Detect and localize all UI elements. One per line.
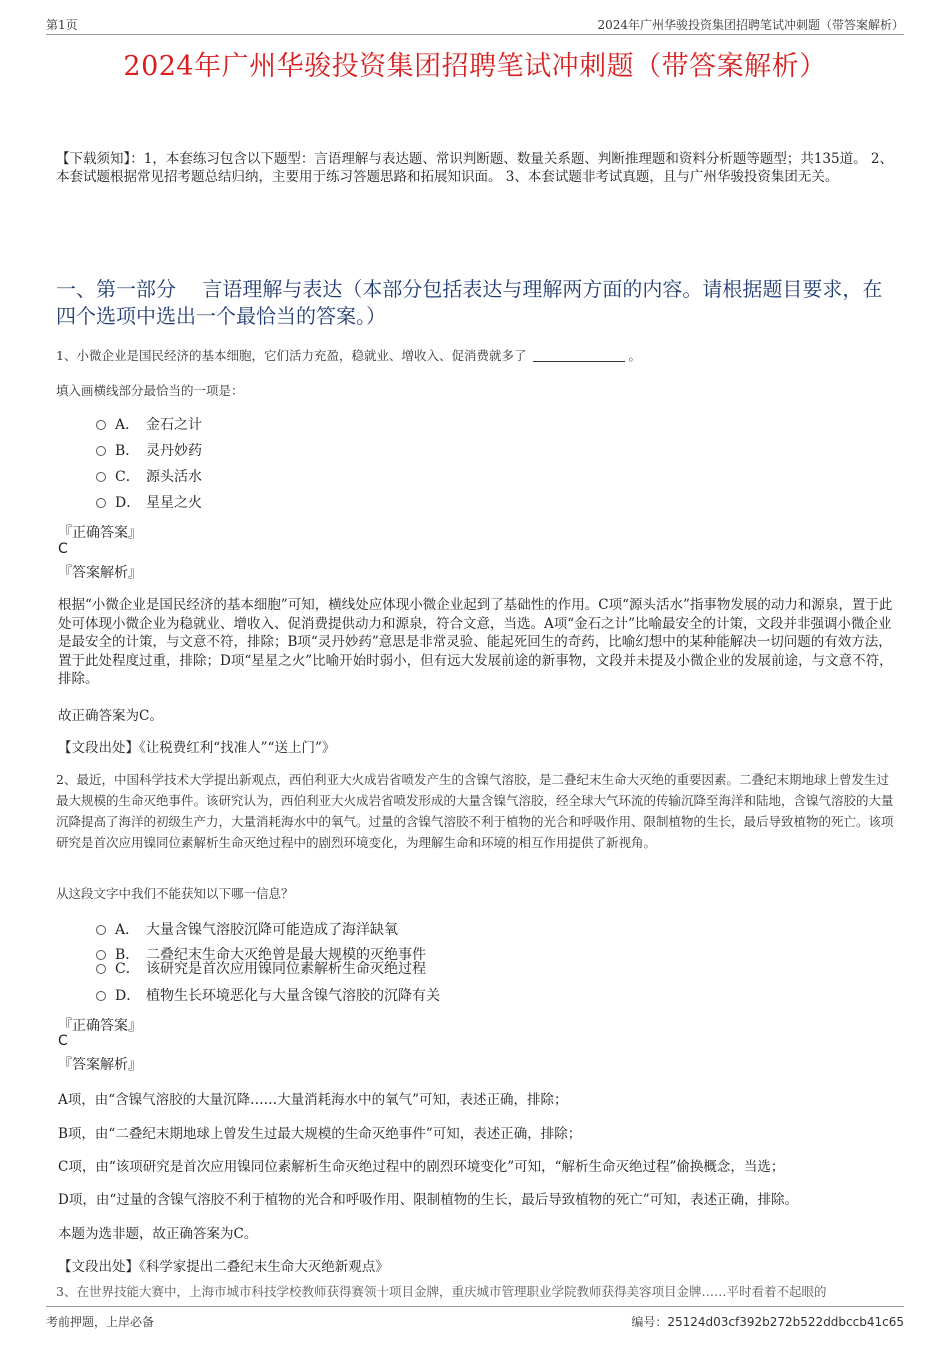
q2-option-c[interactable]: C． 该研究是首次应用镍同位素解析生命灭绝过程	[96, 959, 426, 979]
page-footer	[46, 1306, 904, 1331]
q2-conclusion: 本题为选非题，故正确答案为C。	[58, 1226, 258, 1242]
radio-icon[interactable]	[96, 420, 106, 430]
radio-icon[interactable]	[96, 446, 106, 456]
q2-analysis-line-a: A项，由“含镍气溶胶的大量沉降……大量消耗海水中的氧气”可知，表述正确，排除；	[58, 1092, 568, 1108]
document-title: 2024年广州华骏投资集团招聘笔试冲刺题（带答案解析）	[123, 51, 827, 82]
question-3-partial: 3、在世界技能大赛中，上海市城市科技学校教师获得赛领十项目金牌，重庆城市管理职业学院教师获得美容项目金牌……平时看着不起眼的	[56, 1284, 827, 1299]
q2-analysis-line-c: C项，由“该项研究是首次应用镍同位素解析生命灭绝过程中的剧烈环境变化”可知，“解析生命灭绝过程”偷换概念，当选；	[58, 1159, 785, 1175]
download-notice: 【下载须知】：1，本套练习包含以下题型：言语理解与表达题、常识判断题、数量关系题、判断推理题和资料分析题等题型；共135道。 2、本套试题根据常见招考题总结归纳，主要用于练习答题思路和拓展知识面。 3、本套试题非考试真题，且与广州华骏投资集团无关。	[56, 151, 893, 185]
q2-analysis-line-b: B项，由“二叠纪末期地球上曾发生过最大规模的生命灭绝事件”可知，表述正确，排除；	[58, 1126, 582, 1142]
radio-icon[interactable]	[96, 925, 106, 935]
radio-icon[interactable]	[96, 964, 106, 974]
q2-analysis-label: 『答案解析』	[58, 1057, 142, 1073]
header-doc-title: 2024年广州华骏投资集团招聘笔试冲刺题（带答案解析）	[597, 18, 904, 32]
question-2-stem: 2、最近，中国科学技术大学提出新观点，西伯利亚大火成岩省喷发产生的含镍气溶胶，是二叠纪末生命大灭绝的重要因素。二叠纪末期地球上曾发生过最大规模的生命灭绝事件。该研究认为，西伯利亚大火成岩省喷发形成的大量含镍气溶胶，经全球大气环流的传输沉降至海洋和陆地，含镍气溶胶的大量沉降提高了海洋的初级生产力，大量消耗海水中的氧气。过量的含镍气溶胶不利于植物的光合和呼吸作用、限制植物的生长，最后导致植物的死亡。该项研究是首次应用镍同位素解析生命灭绝过程中的剧烈环境变化，为理解生命和环境的相互作用提供了新视角。	[56, 772, 894, 850]
q2-analysis-line-d: D项，由“过量的含镍气溶胶不利于植物的光合和呼吸作用、限制植物的生长，最后导致植物的死亡”可知，表述正确，排除。	[58, 1192, 799, 1208]
q2-option-a[interactable]: A． 大量含镍气溶胶沉降可能造成了海洋缺氧	[96, 920, 398, 940]
page-number: 第1页	[46, 18, 78, 32]
q1-option-b[interactable]: B． 灵丹妙药	[96, 441, 202, 461]
page-header	[46, 14, 904, 35]
section-heading: 一、第一部分 言语理解与表达（本部分包括表达与理解两方面的内容。请根据题目要求，在四个选项中选出一个最恰当的答案。）	[56, 277, 883, 328]
footer-code: 编号：25124d03cf392b272b522ddbccb41c65	[631, 1315, 904, 1329]
blank-underline	[533, 361, 625, 362]
q2-option-d[interactable]: D． 植物生长环境恶化与大量含镍气溶胶的沉降有关	[96, 986, 440, 1006]
question-1-prompt: 填入画横线部分最恰当的一项是：	[56, 383, 244, 398]
footer-slogan: 考前押题，上岸必备	[46, 1315, 155, 1329]
q2-option-b[interactable]: B． 二叠纪末生命大灭绝曾是最大规模的灭绝事件	[96, 945, 426, 965]
q1-option-c[interactable]: C． 源头活水	[96, 467, 202, 487]
q2-answer: C	[58, 1033, 68, 1049]
q1-answer: C	[58, 541, 68, 557]
q1-option-a[interactable]: A． 金石之计	[96, 415, 202, 435]
radio-icon[interactable]	[96, 498, 106, 508]
q2-source: 【文段出处】《科学家提出二叠纪末生命大灭绝新观点》	[58, 1259, 389, 1275]
question-1-stem: 1、小微企业是国民经济的基本细胞，它们活力充盈，稳就业、增收入、促消费就多了 。	[56, 348, 641, 363]
radio-icon[interactable]	[96, 991, 106, 1001]
q2-answer-label: 『正确答案』	[58, 1018, 142, 1034]
q1-option-d[interactable]: D． 星星之火	[96, 493, 202, 513]
q1-analysis: 根据“小微企业是国民经济的基本细胞”可知，横线处应体现小微企业起到了基础性的作用。C项“源头活水”指事物发展的动力和源泉，置于此处可体现小微企业为稳就业、增收入、促消费提供动力和源泉，符合文意，当选。A项“金石之计”比喻最安全的计策，文段并非强调小微企业是最安全的计策，与文意不符，排除；B项“灵丹妙药”意思是非常灵验、能起死回生的奇药，比喻幻想中的某种能解决一切问题的有效方法，置于此处程度过重，排除；D项“星星之火”比喻开始时弱小，但有远大发展前途的新事物，文段并未提及小微企业的发展前途，与文意不符，排除。	[58, 597, 893, 687]
q1-analysis-label: 『答案解析』	[58, 565, 142, 581]
q1-answer-label: 『正确答案』	[58, 525, 142, 541]
question-2-prompt: 从这段文字中我们不能获知以下哪一信息？	[56, 886, 294, 901]
q1-conclusion: 故正确答案为C。	[58, 708, 163, 724]
q1-source: 【文段出处】《让税费红利“找准人”“送上门”》	[58, 740, 336, 756]
radio-icon[interactable]	[96, 472, 106, 482]
